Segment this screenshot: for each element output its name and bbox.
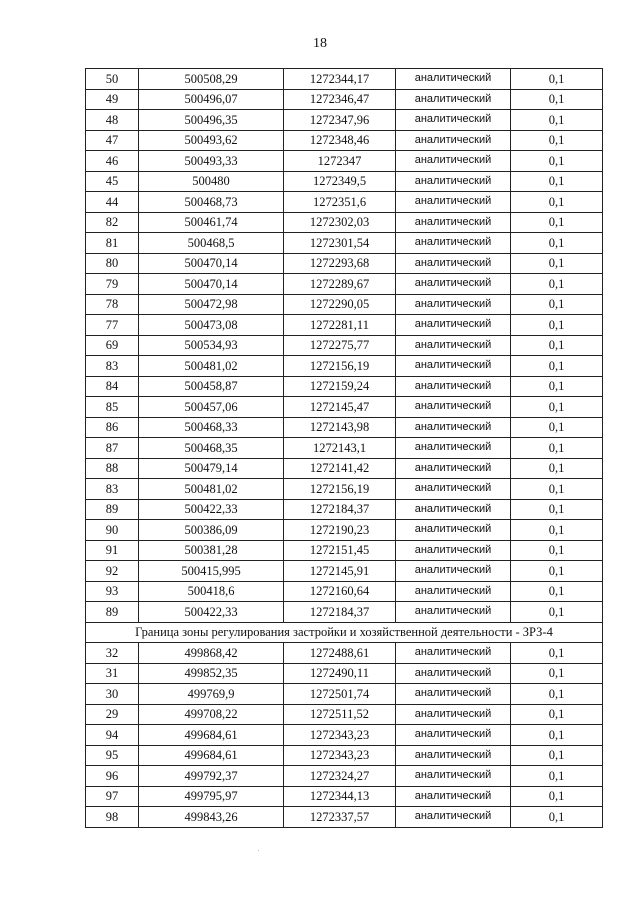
point-number-cell: 98 [86,807,139,828]
x-coordinate-cell: 500458,87 [139,376,284,397]
table-row [86,294,603,315]
y-coordinate-cell: 1272302,03 [284,212,396,233]
table-row [86,151,603,172]
x-coordinate-cell: 500473,08 [139,315,284,336]
y-coordinate-cell: 1272344,13 [284,786,396,807]
method-cell: аналитический [396,602,511,623]
table-row [86,274,603,295]
accuracy-cell: 0,1 [511,417,603,438]
point-number-cell: 82 [86,212,139,233]
scan-speck [258,850,259,851]
method-cell: аналитический [396,479,511,500]
x-coordinate-cell: 500418,6 [139,581,284,602]
point-number-cell: 78 [86,294,139,315]
x-coordinate-cell: 499708,22 [139,704,284,725]
point-number-cell: 89 [86,602,139,623]
accuracy-cell: 0,1 [511,684,603,705]
table-row [86,253,603,274]
x-coordinate-cell: 500496,35 [139,110,284,131]
y-coordinate-cell: 1272347 [284,151,396,172]
method-cell: аналитический [396,151,511,172]
point-number-cell: 50 [86,69,139,90]
table-body-section [86,622,603,643]
method-cell: аналитический [396,69,511,90]
table-row [86,171,603,192]
x-coordinate-cell: 499684,61 [139,745,284,766]
method-cell: аналитический [396,766,511,787]
table-row [86,602,603,623]
table-row [86,520,603,541]
point-number-cell: 31 [86,663,139,684]
accuracy-cell: 0,1 [511,110,603,131]
table-row [86,376,603,397]
section-heading-row [86,622,603,643]
x-coordinate-cell: 499769,9 [139,684,284,705]
table-body-bottom [86,643,603,828]
method-cell: аналитический [396,192,511,213]
accuracy-cell: 0,1 [511,786,603,807]
x-coordinate-cell: 500422,33 [139,499,284,520]
method-cell: аналитический [396,745,511,766]
method-cell: аналитический [396,376,511,397]
table-row [86,581,603,602]
x-coordinate-cell: 500468,35 [139,438,284,459]
method-cell: аналитический [396,581,511,602]
x-coordinate-cell: 500481,02 [139,356,284,377]
table-row [86,233,603,254]
y-coordinate-cell: 1272351,6 [284,192,396,213]
y-coordinate-cell: 1272349,5 [284,171,396,192]
x-coordinate-cell: 500457,06 [139,397,284,418]
table-row [86,479,603,500]
x-coordinate-cell: 500479,14 [139,458,284,479]
y-coordinate-cell: 1272501,74 [284,684,396,705]
section-heading: Граница зоны регулирования застройки и хозяйственной деятельности - ЗРЗ-4 [86,622,603,643]
point-number-cell: 44 [86,192,139,213]
point-number-cell: 91 [86,540,139,561]
method-cell: аналитический [396,233,511,254]
x-coordinate-cell: 500468,73 [139,192,284,213]
point-number-cell: 86 [86,417,139,438]
table-row [86,725,603,746]
table-row [86,110,603,131]
accuracy-cell: 0,1 [511,663,603,684]
method-cell: аналитический [396,520,511,541]
accuracy-cell: 0,1 [511,561,603,582]
table-row [86,540,603,561]
accuracy-cell: 0,1 [511,315,603,336]
x-coordinate-cell: 500468,5 [139,233,284,254]
method-cell: аналитический [396,130,511,151]
point-number-cell: 29 [86,704,139,725]
x-coordinate-cell: 500470,14 [139,274,284,295]
y-coordinate-cell: 1272143,98 [284,417,396,438]
point-number-cell: 81 [86,233,139,254]
x-coordinate-cell: 499868,42 [139,643,284,664]
x-coordinate-cell: 500480 [139,171,284,192]
x-coordinate-cell: 499843,26 [139,807,284,828]
point-number-cell: 48 [86,110,139,131]
point-number-cell: 93 [86,581,139,602]
method-cell: аналитический [396,212,511,233]
method-cell: аналитический [396,335,511,356]
accuracy-cell: 0,1 [511,376,603,397]
method-cell: аналитический [396,294,511,315]
table-row [86,438,603,459]
accuracy-cell: 0,1 [511,397,603,418]
table-row [86,561,603,582]
table-row [86,499,603,520]
point-number-cell: 89 [86,499,139,520]
y-coordinate-cell: 1272145,91 [284,561,396,582]
table-row [86,89,603,110]
point-number-cell: 32 [86,643,139,664]
method-cell: аналитический [396,253,511,274]
table-row [86,643,603,664]
point-number-cell: 87 [86,438,139,459]
point-number-cell: 49 [86,89,139,110]
accuracy-cell: 0,1 [511,335,603,356]
y-coordinate-cell: 1272156,19 [284,356,396,377]
y-coordinate-cell: 1272347,96 [284,110,396,131]
accuracy-cell: 0,1 [511,520,603,541]
accuracy-cell: 0,1 [511,274,603,295]
coordinates-table [85,68,603,828]
point-number-cell: 95 [86,745,139,766]
point-number-cell: 77 [86,315,139,336]
table-row [86,704,603,725]
x-coordinate-cell: 500461,74 [139,212,284,233]
accuracy-cell: 0,1 [511,69,603,90]
y-coordinate-cell: 1272290,05 [284,294,396,315]
table-row [86,807,603,828]
method-cell: аналитический [396,704,511,725]
x-coordinate-cell: 499795,97 [139,786,284,807]
x-coordinate-cell: 500493,33 [139,151,284,172]
method-cell: аналитический [396,417,511,438]
y-coordinate-cell: 1272324,27 [284,766,396,787]
point-number-cell: 84 [86,376,139,397]
table-row [86,69,603,90]
point-number-cell: 90 [86,520,139,541]
accuracy-cell: 0,1 [511,581,603,602]
point-number-cell: 88 [86,458,139,479]
x-coordinate-cell: 500470,14 [139,253,284,274]
method-cell: аналитический [396,643,511,664]
accuracy-cell: 0,1 [511,725,603,746]
x-coordinate-cell: 499684,61 [139,725,284,746]
x-coordinate-cell: 500468,33 [139,417,284,438]
table-row [86,356,603,377]
y-coordinate-cell: 1272289,67 [284,274,396,295]
table-row [86,315,603,336]
method-cell: аналитический [396,315,511,336]
table-row [86,458,603,479]
table-row [86,397,603,418]
point-number-cell: 92 [86,561,139,582]
x-coordinate-cell: 500496,07 [139,89,284,110]
accuracy-cell: 0,1 [511,89,603,110]
x-coordinate-cell: 499852,35 [139,663,284,684]
point-number-cell: 94 [86,725,139,746]
accuracy-cell: 0,1 [511,704,603,725]
table-row [86,684,603,705]
point-number-cell: 97 [86,786,139,807]
y-coordinate-cell: 1272343,23 [284,725,396,746]
y-coordinate-cell: 1272511,52 [284,704,396,725]
point-number-cell: 47 [86,130,139,151]
method-cell: аналитический [396,663,511,684]
table-row [86,663,603,684]
x-coordinate-cell: 500386,09 [139,520,284,541]
method-cell: аналитический [396,684,511,705]
page-number: 18 [313,36,327,51]
accuracy-cell: 0,1 [511,745,603,766]
accuracy-cell: 0,1 [511,458,603,479]
y-coordinate-cell: 1272160,64 [284,581,396,602]
accuracy-cell: 0,1 [511,540,603,561]
method-cell: аналитический [396,786,511,807]
x-coordinate-cell: 499792,37 [139,766,284,787]
accuracy-cell: 0,1 [511,253,603,274]
point-number-cell: 69 [86,335,139,356]
y-coordinate-cell: 1272490,11 [284,663,396,684]
table-row [86,786,603,807]
point-number-cell: 46 [86,151,139,172]
table-row [86,212,603,233]
table-row [86,417,603,438]
point-number-cell: 30 [86,684,139,705]
y-coordinate-cell: 1272190,23 [284,520,396,541]
method-cell: аналитический [396,499,511,520]
accuracy-cell: 0,1 [511,192,603,213]
method-cell: аналитический [396,356,511,377]
x-coordinate-cell: 500534,93 [139,335,284,356]
x-coordinate-cell: 500493,62 [139,130,284,151]
y-coordinate-cell: 1272346,47 [284,89,396,110]
x-coordinate-cell: 500422,33 [139,602,284,623]
accuracy-cell: 0,1 [511,438,603,459]
method-cell: аналитический [396,561,511,582]
y-coordinate-cell: 1272488,61 [284,643,396,664]
accuracy-cell: 0,1 [511,643,603,664]
point-number-cell: 80 [86,253,139,274]
accuracy-cell: 0,1 [511,233,603,254]
method-cell: аналитический [396,807,511,828]
x-coordinate-cell: 500381,28 [139,540,284,561]
accuracy-cell: 0,1 [511,766,603,787]
accuracy-cell: 0,1 [511,171,603,192]
y-coordinate-cell: 1272301,54 [284,233,396,254]
method-cell: аналитический [396,397,511,418]
y-coordinate-cell: 1272184,37 [284,602,396,623]
y-coordinate-cell: 1272344,17 [284,69,396,90]
y-coordinate-cell: 1272343,23 [284,745,396,766]
y-coordinate-cell: 1272143,1 [284,438,396,459]
y-coordinate-cell: 1272159,24 [284,376,396,397]
table-row [86,766,603,787]
accuracy-cell: 0,1 [511,151,603,172]
table-row [86,335,603,356]
method-cell: аналитический [396,110,511,131]
y-coordinate-cell: 1272348,46 [284,130,396,151]
table-body-top [86,69,603,623]
accuracy-cell: 0,1 [511,807,603,828]
table-row [86,192,603,213]
method-cell: аналитический [396,438,511,459]
accuracy-cell: 0,1 [511,130,603,151]
method-cell: аналитический [396,171,511,192]
method-cell: аналитический [396,725,511,746]
accuracy-cell: 0,1 [511,479,603,500]
y-coordinate-cell: 1272151,45 [284,540,396,561]
y-coordinate-cell: 1272156,19 [284,479,396,500]
accuracy-cell: 0,1 [511,602,603,623]
y-coordinate-cell: 1272337,57 [284,807,396,828]
table-row [86,745,603,766]
point-number-cell: 85 [86,397,139,418]
y-coordinate-cell: 1272145,47 [284,397,396,418]
table-row [86,130,603,151]
point-number-cell: 45 [86,171,139,192]
x-coordinate-cell: 500472,98 [139,294,284,315]
y-coordinate-cell: 1272293,68 [284,253,396,274]
y-coordinate-cell: 1272281,11 [284,315,396,336]
point-number-cell: 83 [86,356,139,377]
x-coordinate-cell: 500415,995 [139,561,284,582]
y-coordinate-cell: 1272141,42 [284,458,396,479]
method-cell: аналитический [396,540,511,561]
accuracy-cell: 0,1 [511,356,603,377]
x-coordinate-cell: 500481,02 [139,479,284,500]
point-number-cell: 79 [86,274,139,295]
method-cell: аналитический [396,274,511,295]
point-number-cell: 96 [86,766,139,787]
method-cell: аналитический [396,89,511,110]
method-cell: аналитический [396,458,511,479]
y-coordinate-cell: 1272184,37 [284,499,396,520]
y-coordinate-cell: 1272275,77 [284,335,396,356]
point-number-cell: 83 [86,479,139,500]
accuracy-cell: 0,1 [511,212,603,233]
x-coordinate-cell: 500508,29 [139,69,284,90]
accuracy-cell: 0,1 [511,499,603,520]
accuracy-cell: 0,1 [511,294,603,315]
